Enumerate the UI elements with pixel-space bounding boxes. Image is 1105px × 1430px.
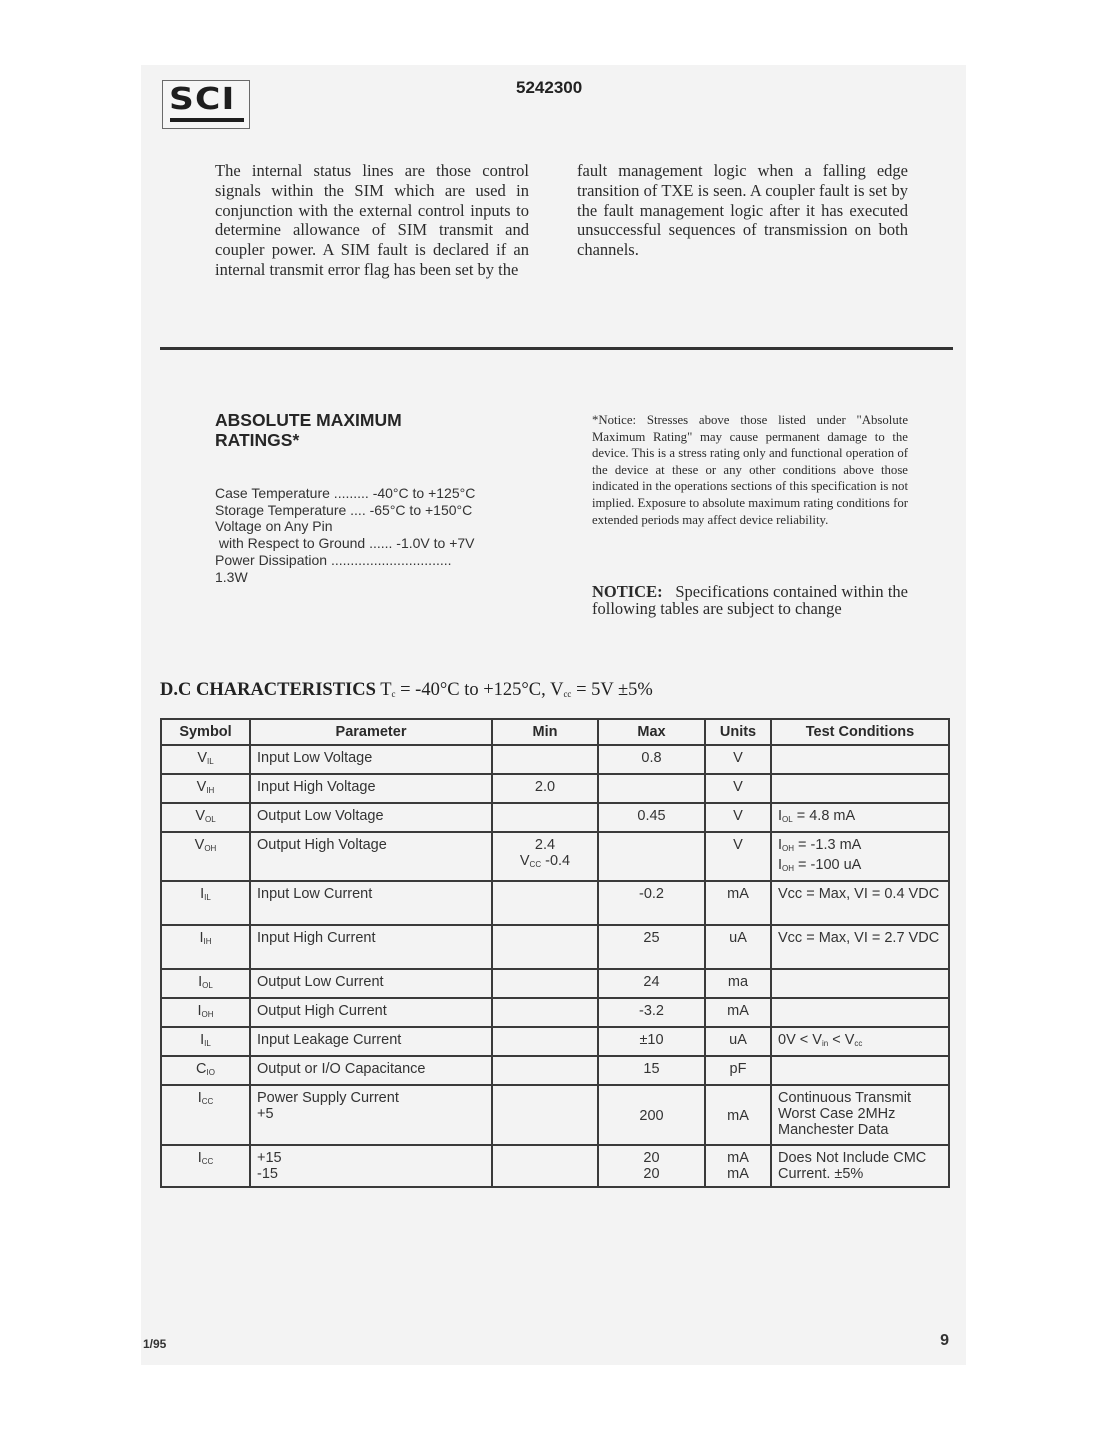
min-cell	[492, 1145, 598, 1187]
cond-text-2: < V	[828, 1032, 855, 1048]
table-row	[161, 998, 949, 1027]
symbol: V	[195, 808, 205, 824]
cond-subscript: OH	[782, 864, 795, 873]
symbol-cell	[161, 774, 250, 803]
symbol: I	[197, 1003, 202, 1019]
page-number: 9	[940, 1332, 949, 1349]
max-cell: 25	[598, 925, 705, 969]
rating-line: Storage Temperature .... -65°C to +150°C	[215, 501, 473, 518]
parameter-line: +5	[257, 1106, 274, 1122]
temp-range: = -40°C to +125°C,	[395, 680, 551, 700]
table-row	[161, 925, 949, 969]
symbol: V	[194, 837, 205, 853]
symbol-subscript: OL	[205, 815, 216, 824]
cond-symbol: I	[778, 857, 783, 873]
symbol-cell	[161, 998, 250, 1027]
min-cell	[492, 925, 598, 969]
dc-characteristics-title	[160, 680, 653, 701]
symbol-cell	[161, 1027, 250, 1056]
rating-line: with Respect to Ground ...... -1.0V to +7V	[215, 535, 475, 552]
max-cell	[598, 1085, 705, 1145]
document-page	[141, 65, 966, 1365]
rating-line: 1.3W	[215, 568, 248, 585]
cond-subscript-2: cc	[854, 1039, 863, 1048]
conditions-cell: Continuous Transmit Worst Case 2MHz Manchester Data	[771, 1085, 949, 1145]
units-cell: mA	[705, 881, 771, 925]
parameter-cell	[250, 1145, 492, 1187]
conditions-cell: Does Not Include CMC Current. ±5%	[771, 1145, 949, 1187]
symbol: I	[200, 1032, 205, 1048]
conditions-cell	[771, 1056, 949, 1085]
units-cell: mA	[705, 998, 771, 1027]
cond-value: = -100 uA	[794, 857, 862, 873]
max-cell: 15	[598, 1056, 705, 1085]
max-value: 20	[643, 1166, 660, 1182]
cond-value: = -1.3 mA	[794, 837, 862, 853]
min-cell	[492, 969, 598, 998]
symbol-subscript: IH	[203, 937, 212, 946]
max-cell	[598, 774, 705, 803]
units-cell: V	[705, 745, 771, 774]
temp-subscript: c	[391, 689, 396, 699]
dc-title-label: D.C CHARACTERISTICS	[160, 680, 376, 700]
table-row	[161, 1145, 949, 1187]
symbol-subscript: IL	[204, 1039, 211, 1048]
min-cell	[492, 745, 598, 774]
units-cell	[705, 1145, 771, 1187]
table-row	[161, 1056, 949, 1085]
min2-symbol: V	[519, 853, 530, 869]
footer-date: 1/95	[143, 1337, 167, 1351]
min-cell	[492, 1027, 598, 1056]
parameter-cell: Input Low Current	[250, 881, 492, 925]
logo-underline	[170, 118, 244, 122]
symbol-subscript: IH	[206, 786, 215, 795]
table-row	[161, 1085, 949, 1145]
conditions-cell	[771, 1027, 949, 1056]
symbol-cell	[161, 832, 250, 881]
units-cell: uA	[705, 1027, 771, 1056]
table-row	[161, 774, 949, 803]
absolute-max-ratings-list	[215, 485, 475, 585]
min-value: 2.4	[534, 837, 556, 853]
symbol-subscript: OL	[202, 981, 213, 990]
min-value-2	[499, 853, 591, 873]
max-cell: 0.8	[598, 745, 705, 774]
parameter-cell: Output Low Current	[250, 969, 492, 998]
symbol-subscript: OH	[201, 1010, 214, 1019]
parameter-cell: Output High Current	[250, 998, 492, 1027]
voltage-subscript: cc	[563, 689, 572, 699]
symbol: I	[200, 886, 205, 902]
column-header: Max	[598, 719, 705, 745]
voltage-value: = 5V ±5%	[571, 680, 653, 700]
max-cell: 0.45	[598, 803, 705, 832]
conditions-cell: Vcc = Max, VI = 2.7 VDC	[771, 925, 949, 969]
cond-subscript: OL	[782, 815, 793, 824]
max-cell: -0.2	[598, 881, 705, 925]
table-row	[161, 832, 949, 881]
min-cell	[492, 832, 598, 881]
conditions-cell	[771, 745, 949, 774]
cond-subscript: in	[821, 1039, 829, 1048]
max-cell	[598, 1145, 705, 1187]
min-cell	[492, 1056, 598, 1085]
column-header: Units	[705, 719, 771, 745]
parameter-cell: Input High Voltage	[250, 774, 492, 803]
section-divider	[160, 347, 953, 350]
units-cell: V	[705, 803, 771, 832]
parameter-cell	[250, 1085, 492, 1145]
symbol-subscript: IO	[206, 1068, 215, 1077]
parameter-line: +15	[257, 1150, 282, 1166]
table-row	[161, 1027, 949, 1056]
spec-change-notice	[592, 583, 908, 617]
rating-line: Case Temperature ......... -40°C to +125°C	[215, 485, 476, 501]
cond-line	[778, 837, 942, 857]
symbol-cell	[161, 745, 250, 774]
cond-line	[778, 857, 942, 877]
symbol: V	[196, 779, 207, 795]
notice-label: NOTICE:	[592, 582, 663, 601]
min-cell	[492, 803, 598, 832]
parameter-cell: Output High Voltage	[250, 832, 492, 881]
column-header: Test Conditions	[771, 719, 949, 745]
units-value: mA	[727, 1150, 749, 1166]
rating-line: Power Dissipation ...............................	[215, 551, 452, 568]
min-cell	[492, 1085, 598, 1145]
table-header-row	[161, 719, 949, 745]
symbol: I	[197, 1150, 202, 1166]
parameter-cell: Input High Current	[250, 925, 492, 969]
symbol-cell	[161, 1056, 250, 1085]
parameter-cell: Output or I/O Capacitance	[250, 1056, 492, 1085]
table-row	[161, 803, 949, 832]
max-cell: -3.2	[598, 998, 705, 1027]
cond-value: = 4.8 mA	[792, 808, 856, 824]
symbol-subscript: IL	[207, 757, 214, 766]
max-cell: 24	[598, 969, 705, 998]
table-row	[161, 969, 949, 998]
symbol: C	[196, 1061, 207, 1077]
column-header: Symbol	[161, 719, 250, 745]
intro-paragraph-right: fault management logic when a falling edge transition of TXE is seen. A coupler fault is set by the fault management logic after it has executed unsuccessful sequences of transmission on both channels.	[577, 161, 908, 260]
symbol-cell	[161, 881, 250, 925]
sci-logo	[162, 80, 250, 129]
cond-symbol: I	[778, 808, 783, 824]
min-cell: 2.0	[492, 774, 598, 803]
cond-symbol: I	[778, 837, 783, 853]
parameter-line: -15	[257, 1166, 278, 1182]
max-value: 200	[639, 1107, 664, 1124]
symbol: V	[197, 750, 207, 766]
symbol: I	[199, 930, 204, 946]
units-value: mA	[727, 1166, 749, 1182]
column-header: Parameter	[250, 719, 492, 745]
parameter-line: Power Supply Current	[257, 1090, 399, 1106]
max-cell: ±10	[598, 1027, 705, 1056]
units-cell: V	[705, 832, 771, 881]
column-header: Min	[492, 719, 598, 745]
symbol: I	[198, 974, 203, 990]
units-cell: V	[705, 774, 771, 803]
max-cell	[598, 832, 705, 881]
symbol-cell	[161, 969, 250, 998]
conditions-cell	[771, 998, 949, 1027]
cond-subscript: OH	[782, 844, 795, 853]
document-number: 5242300	[516, 78, 583, 97]
cond-text: 0V < V	[778, 1032, 822, 1048]
conditions-cell	[771, 774, 949, 803]
max-value: 20	[643, 1150, 660, 1166]
rating-line: Voltage on Any Pin	[215, 518, 333, 535]
conditions-cell	[771, 803, 949, 832]
conditions-cell: Vcc = Max, VI = 0.4 VDC	[771, 881, 949, 925]
units-cell: uA	[705, 925, 771, 969]
dc-characteristics-table	[160, 718, 950, 1188]
symbol: I	[197, 1090, 202, 1106]
conditions-cell	[771, 832, 949, 881]
table-row	[161, 881, 949, 925]
units-value: mA	[727, 1107, 749, 1124]
units-cell: ma	[705, 969, 771, 998]
parameter-cell: Input Leakage Current	[250, 1027, 492, 1056]
symbol-subscript: IL	[204, 893, 211, 902]
notice-text: Specifications contained within the following tables are subject to change	[592, 582, 908, 618]
symbol-subscript: OH	[204, 844, 217, 853]
symbol-cell	[161, 803, 250, 832]
logo-text: SCI	[169, 82, 236, 117]
min-cell	[492, 881, 598, 925]
min-cell	[492, 998, 598, 1027]
symbol-cell	[161, 1145, 250, 1187]
parameter-cell: Input Low Voltage	[250, 745, 492, 774]
parameter-cell: Output Low Voltage	[250, 803, 492, 832]
symbol-cell	[161, 925, 250, 969]
symbol-subscript: CC	[201, 1097, 214, 1106]
min2-offset: -0.4	[541, 853, 571, 869]
conditions-cell	[771, 969, 949, 998]
symbol-subscript: CC	[201, 1157, 214, 1166]
symbol-cell	[161, 1085, 250, 1145]
absolute-max-ratings-title: ABSOLUTE MAXIMUM RATINGS*	[215, 410, 402, 450]
min2-subscript: CC	[529, 860, 542, 869]
stress-notice: *Notice: Stresses above those listed under "Absolute Maximum Rating" may cause permanent damage to the device. This is a stress rating only and functional operation of the device at these or any other conditions above those indicated in the operations sections of this specification is not implied. Exposure to absolute maximum rating conditions for extended periods may affect device reliability.	[592, 413, 908, 527]
voltage-symbol: V	[550, 680, 564, 700]
units-cell: pF	[705, 1056, 771, 1085]
temp-symbol: T	[380, 680, 392, 700]
table-row	[161, 745, 949, 774]
intro-paragraph-left: The internal status lines are those control signals within the SIM which are used in conjunction with the external control inputs to determine allowance of SIM transmit and coupler power. A SIM fault is declared if an internal transmit error flag has been set by the	[215, 161, 529, 279]
units-cell	[705, 1085, 771, 1145]
